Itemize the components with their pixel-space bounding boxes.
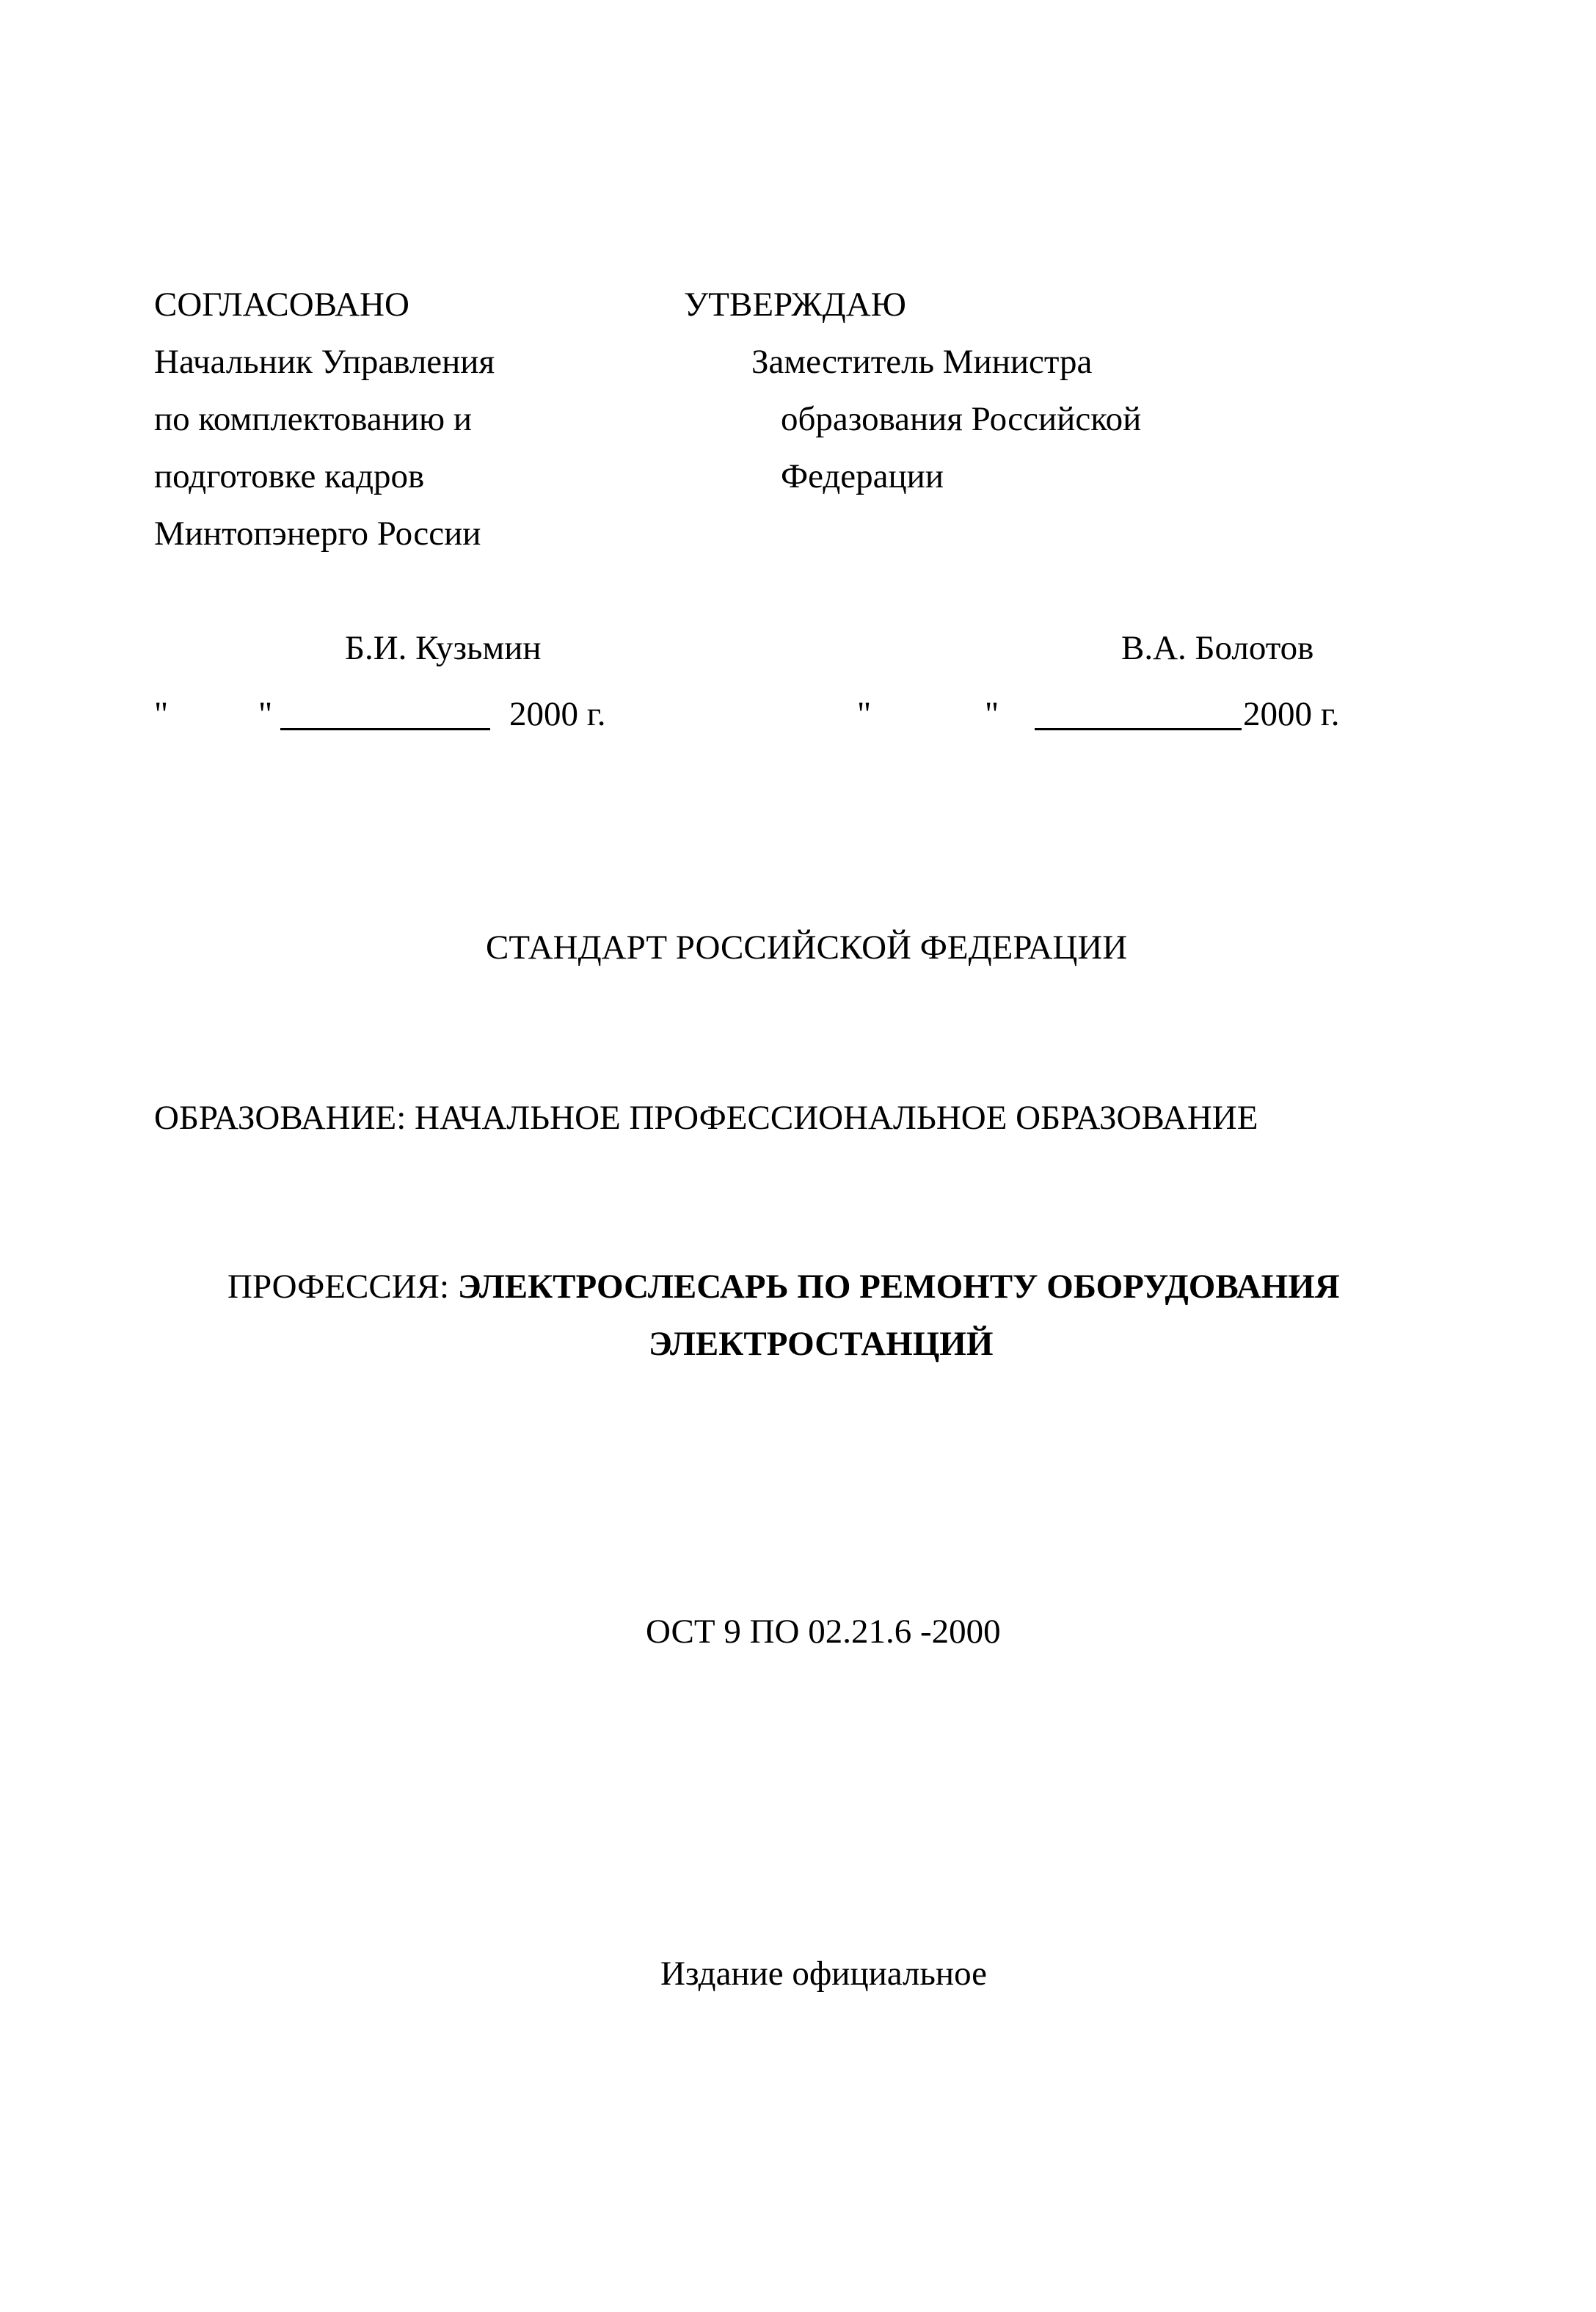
left-line-4: Минтопэнерго России: [154, 515, 481, 553]
right-date-year: 2000 г.: [1243, 695, 1340, 733]
right-date-close-quote: ": [985, 695, 999, 733]
right-date-blank: [1035, 697, 1242, 737]
standard-title: СТАНДАРТ РОССИЙСКОЙ ФЕДЕРАЦИИ: [486, 928, 1128, 967]
edition-note: Издание официальное: [660, 1955, 988, 1993]
education-title: ОБРАЗОВАНИЕ: НАЧАЛЬНОЕ ПРОФЕССИОНАЛЬНОЕ ОБРАЗОВАНИЕ: [154, 1099, 1258, 1137]
standard-code: ОСТ 9 ПО 02.21.6 -2000: [646, 1613, 1001, 1651]
left-date-blank: [280, 697, 490, 737]
right-line-3: Федерации: [781, 457, 944, 495]
right-date-open-quote: ": [857, 695, 872, 733]
right-heading: УТВЕРЖДАЮ: [684, 286, 906, 324]
left-line-3: подготовке кадров: [154, 457, 425, 495]
right-line-1: Заместитель Министра: [751, 343, 1093, 381]
left-date-close-quote: ": [258, 695, 273, 733]
right-line-2: образования Российской: [781, 400, 1142, 438]
profession-name: ЭЛЕКТРОСЛЕСАРЬ ПО РЕМОНТУ ОБОРУДОВАНИЯ: [457, 1268, 1340, 1306]
profession-line-2: ЭЛЕКТРОСТАНЦИЙ: [649, 1325, 994, 1363]
left-line-1: Начальник Управления: [154, 343, 495, 381]
left-signer: Б.И. Кузьмин: [345, 629, 542, 667]
left-date-open-quote: ": [154, 695, 169, 733]
left-date-year: 2000 г.: [509, 695, 606, 733]
profession-line-1: [227, 1270, 1340, 1304]
left-heading: СОГЛАСОВАНО: [154, 286, 409, 324]
profession-label: ПРОФЕССИЯ:: [227, 1268, 458, 1306]
left-line-2: по комплектованию и: [154, 400, 473, 438]
right-signer: В.А. Болотов: [1121, 629, 1314, 667]
